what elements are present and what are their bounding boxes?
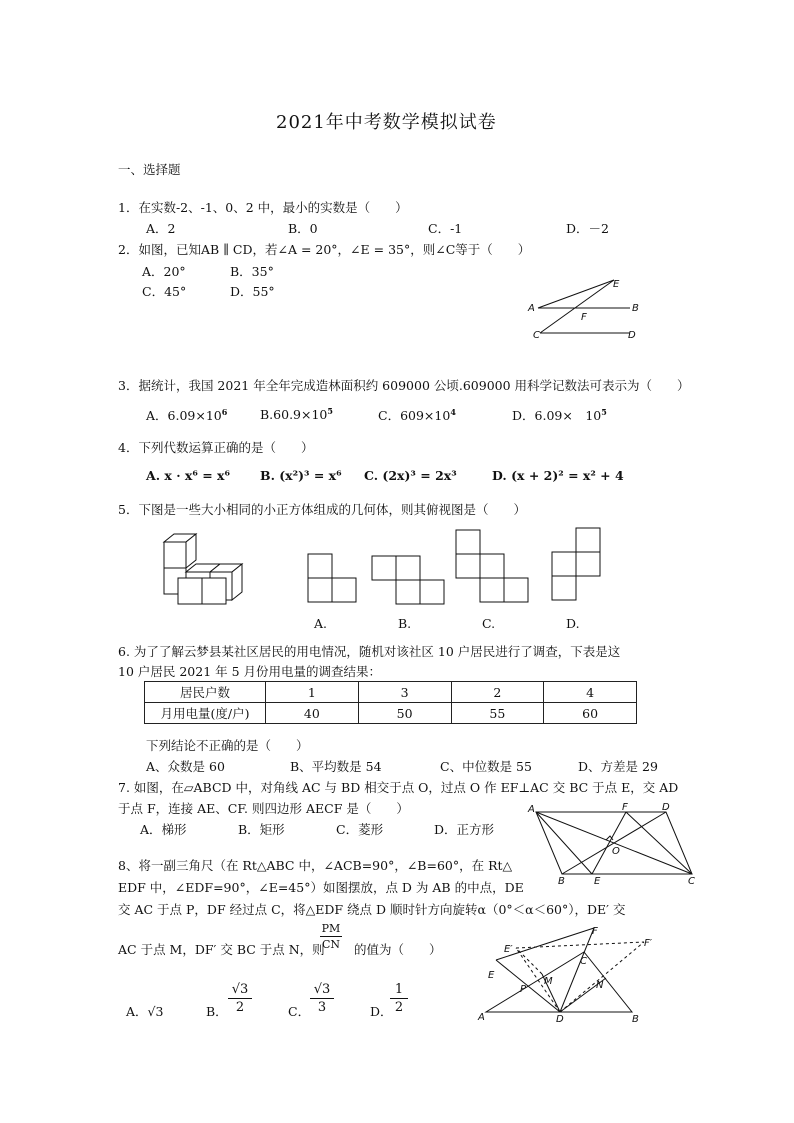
q3-d-exp: 5 [601, 406, 607, 417]
q6-ask: 下列结论不正确的是（ ） [146, 738, 309, 753]
q8-option-a[interactable]: A．√3 [126, 1004, 164, 1019]
q6-stem-line1: 6. 为了了解云梦县某社区居民的用电情况，随机对该社区 10 户居民进行了调查，下表是这 [118, 644, 621, 659]
table-cell: 居民户数 [145, 682, 266, 703]
q8-option-d-frac[interactable] [390, 982, 408, 1015]
q8-label-p: P [520, 984, 527, 995]
q5-stem: 5．下图是一些大小相同的小正方体组成的几何体，则其俯视图是（ ） [118, 502, 526, 517]
q8-label-n: N [596, 980, 604, 991]
q8-option-d-prefix[interactable]: D． [370, 1004, 393, 1019]
q6-option-b[interactable]: B、平均数是 54 [290, 759, 382, 774]
q6-option-a[interactable]: A、众数是 60 [146, 759, 225, 774]
q7-stem-line2: 于点 F，连接 AE、CF. 则四边形 AECF 是（ ） [118, 801, 409, 816]
q8-c-den: 3 [317, 1000, 327, 1015]
q8-option-c-prefix[interactable]: C． [288, 1004, 311, 1019]
q1-option-d[interactable]: D．－2 [566, 221, 609, 236]
q5-option-c-shape[interactable] [456, 530, 530, 606]
q3-a-exp: 6 [221, 406, 228, 417]
q5-option-d[interactable]: D. [566, 616, 580, 631]
q3-d-text: D．6.09× 10 [512, 408, 602, 423]
q7-option-c[interactable]: C．菱形 [336, 822, 384, 837]
q7-option-a[interactable]: A．梯形 [140, 822, 187, 837]
q6-stem-line2: 10 户居民 2021 年 5 月份用电量的调查结果： [118, 664, 382, 679]
q5-option-a[interactable]: A. [314, 616, 328, 631]
section-heading: 一、选择题 [118, 162, 181, 177]
q2-label-c: C [533, 330, 540, 341]
q8-d-line [390, 998, 408, 999]
q3-option-d[interactable] [512, 406, 607, 424]
table-row [145, 682, 637, 703]
q7-label-f: F [622, 802, 628, 813]
q8-label-m: M [544, 976, 553, 987]
q8-label-e: E [488, 970, 495, 981]
q1-stem: 1．在实数-2、-1、0、2 中，最小的实数是（ ） [118, 200, 408, 215]
q2-figure [520, 270, 650, 345]
q5-option-c[interactable]: C. [482, 616, 496, 631]
q8-c-num: √3 [313, 982, 331, 997]
q1-option-b[interactable]: B．0 [288, 221, 318, 236]
q7-label-e: E [594, 876, 601, 887]
q7-label-c: C [688, 876, 695, 887]
q2-label-f: F [581, 312, 587, 323]
q7-option-b[interactable]: B．矩形 [238, 822, 285, 837]
q7-label-d: D [662, 802, 670, 813]
q2-label-d: D [628, 330, 636, 341]
q8-fraction [320, 922, 342, 951]
q5-option-d-shape[interactable] [552, 528, 602, 604]
q8-d-den: 2 [394, 1000, 404, 1015]
q8-b-line [228, 998, 252, 999]
q3-c-exp: 4 [450, 406, 456, 417]
q8-label-c: C [580, 956, 587, 967]
q8-label-e-prime: E′ [504, 944, 513, 955]
q3-c-text: C．609×10 [378, 408, 451, 423]
q6-option-d[interactable]: D、方差是 29 [578, 759, 658, 774]
q6-table [144, 681, 637, 724]
table-cell: 3 [358, 682, 451, 703]
table-cell: 40 [266, 703, 359, 724]
q2-label-b: B [632, 303, 639, 314]
q8-c-line [310, 998, 334, 999]
q2-label-e: E [613, 279, 620, 290]
table-cell: 55 [451, 703, 544, 724]
q3-option-a[interactable] [146, 406, 227, 424]
q4-option-d[interactable]: D. (x + 2)² = x² + 4 [492, 468, 624, 483]
q8-label-d: D [556, 1014, 564, 1025]
q2-option-a[interactable]: A．20° [142, 264, 186, 279]
q8-option-b-prefix[interactable]: B． [206, 1004, 228, 1019]
q8-b-den: 2 [235, 1000, 245, 1015]
q8-stem-line1: 8、将一副三角尺（在 Rt△ABC 中，∠ACB=90°，∠B=60°，在 Rt△ [118, 858, 513, 873]
table-cell: 50 [358, 703, 451, 724]
table-cell: 2 [451, 682, 544, 703]
q4-stem: 4．下列代数运算正确的是（ ） [118, 440, 314, 455]
q7-label-b: B [558, 876, 565, 887]
q8-label-b: B [632, 1014, 639, 1025]
table-cell: 4 [544, 682, 637, 703]
q5-option-a-shape[interactable] [308, 554, 358, 604]
q8-label-f-prime: F′ [644, 938, 653, 949]
q8-stem-line3: 交 AC 于点 P，DF 经过点 C，将△EDF 绕点 D 顺时针方向旋转α（0°＜α＜60°），DE′ 交 [118, 902, 626, 917]
q7-stem-line1: 7. 如图，在▱ABCD 中，对角线 AC 与 BD 相交于点 O，过点 O 作 EF⊥AC 交 BC 于点 E，交 AD [118, 780, 679, 795]
q3-b-text: B.60.9×10 [260, 407, 328, 423]
q3-b-exp: 5 [327, 406, 333, 416]
q4-option-b[interactable]: B. (x²)³ = x⁶ [260, 468, 342, 483]
page-title: 2021年中考数学模拟试卷 [276, 112, 497, 133]
table-cell: 60 [544, 703, 637, 724]
q1-option-a[interactable]: A．2 [146, 221, 176, 236]
q2-stem: 2．如图，已知AB ∥ CD，若∠A = 20°，∠E = 35°，则∠C等于（ ） [118, 242, 531, 257]
q7-option-d[interactable]: D．正方形 [434, 822, 495, 837]
q5-solid-figure [158, 532, 248, 608]
q8-label-a: A [478, 1012, 485, 1023]
q8-frac-den: CN [321, 938, 341, 951]
q3-a-text: A．6.09×10 [146, 408, 222, 423]
q1-option-c[interactable]: C．-1 [428, 221, 463, 236]
q8-figure [476, 922, 666, 1025]
q3-option-c[interactable] [378, 406, 456, 424]
q7-figure [526, 804, 706, 886]
q4-option-a[interactable]: A. x · x⁶ = x⁶ [146, 468, 230, 483]
q8-stem-line4b: 的值为（ ） [354, 942, 442, 957]
q8-frac-num: PM [321, 922, 341, 935]
q7-label-a: A [528, 804, 535, 815]
table-cell: 1 [266, 682, 359, 703]
q6-option-c[interactable]: C、中位数是 55 [440, 759, 532, 774]
q5-option-b-shape[interactable] [372, 556, 446, 606]
q8-stem-line2: EDF 中，∠EDF=90°，∠E=45°）如图摆放，点 D 为 AB 的中点，DE [118, 880, 524, 895]
q2-label-a: A [528, 303, 535, 314]
q8-b-num: √3 [231, 982, 249, 997]
q8-stem-line4a: AC 于点 M，DF′ 交 BC 于点 N，则 [118, 942, 325, 957]
q8-label-f: F [592, 926, 598, 937]
q4-option-c[interactable]: C. (2x)³ = 2x³ [364, 468, 457, 483]
q8-option-c-frac[interactable] [310, 982, 334, 1015]
q2-option-d[interactable]: D．55° [230, 284, 275, 299]
q3-stem: 3．据统计，我国 2021 年全年完成造林面积约 609000 公顷.609000 用科学记数法可表示为（ ） [118, 378, 690, 393]
q8-option-b-frac[interactable] [228, 982, 252, 1015]
q2-option-c[interactable]: C．45° [142, 284, 187, 299]
q3-option-b[interactable] [260, 406, 333, 422]
q7-label-o: O [612, 846, 620, 857]
table-row [145, 703, 637, 724]
table-cell: 月用电量(度/户) [145, 703, 266, 724]
q8-frac-line [320, 936, 342, 937]
q5-option-b[interactable]: B. [398, 616, 412, 631]
q2-option-b[interactable]: B．35° [230, 264, 274, 279]
q8-d-num: 1 [394, 982, 404, 997]
